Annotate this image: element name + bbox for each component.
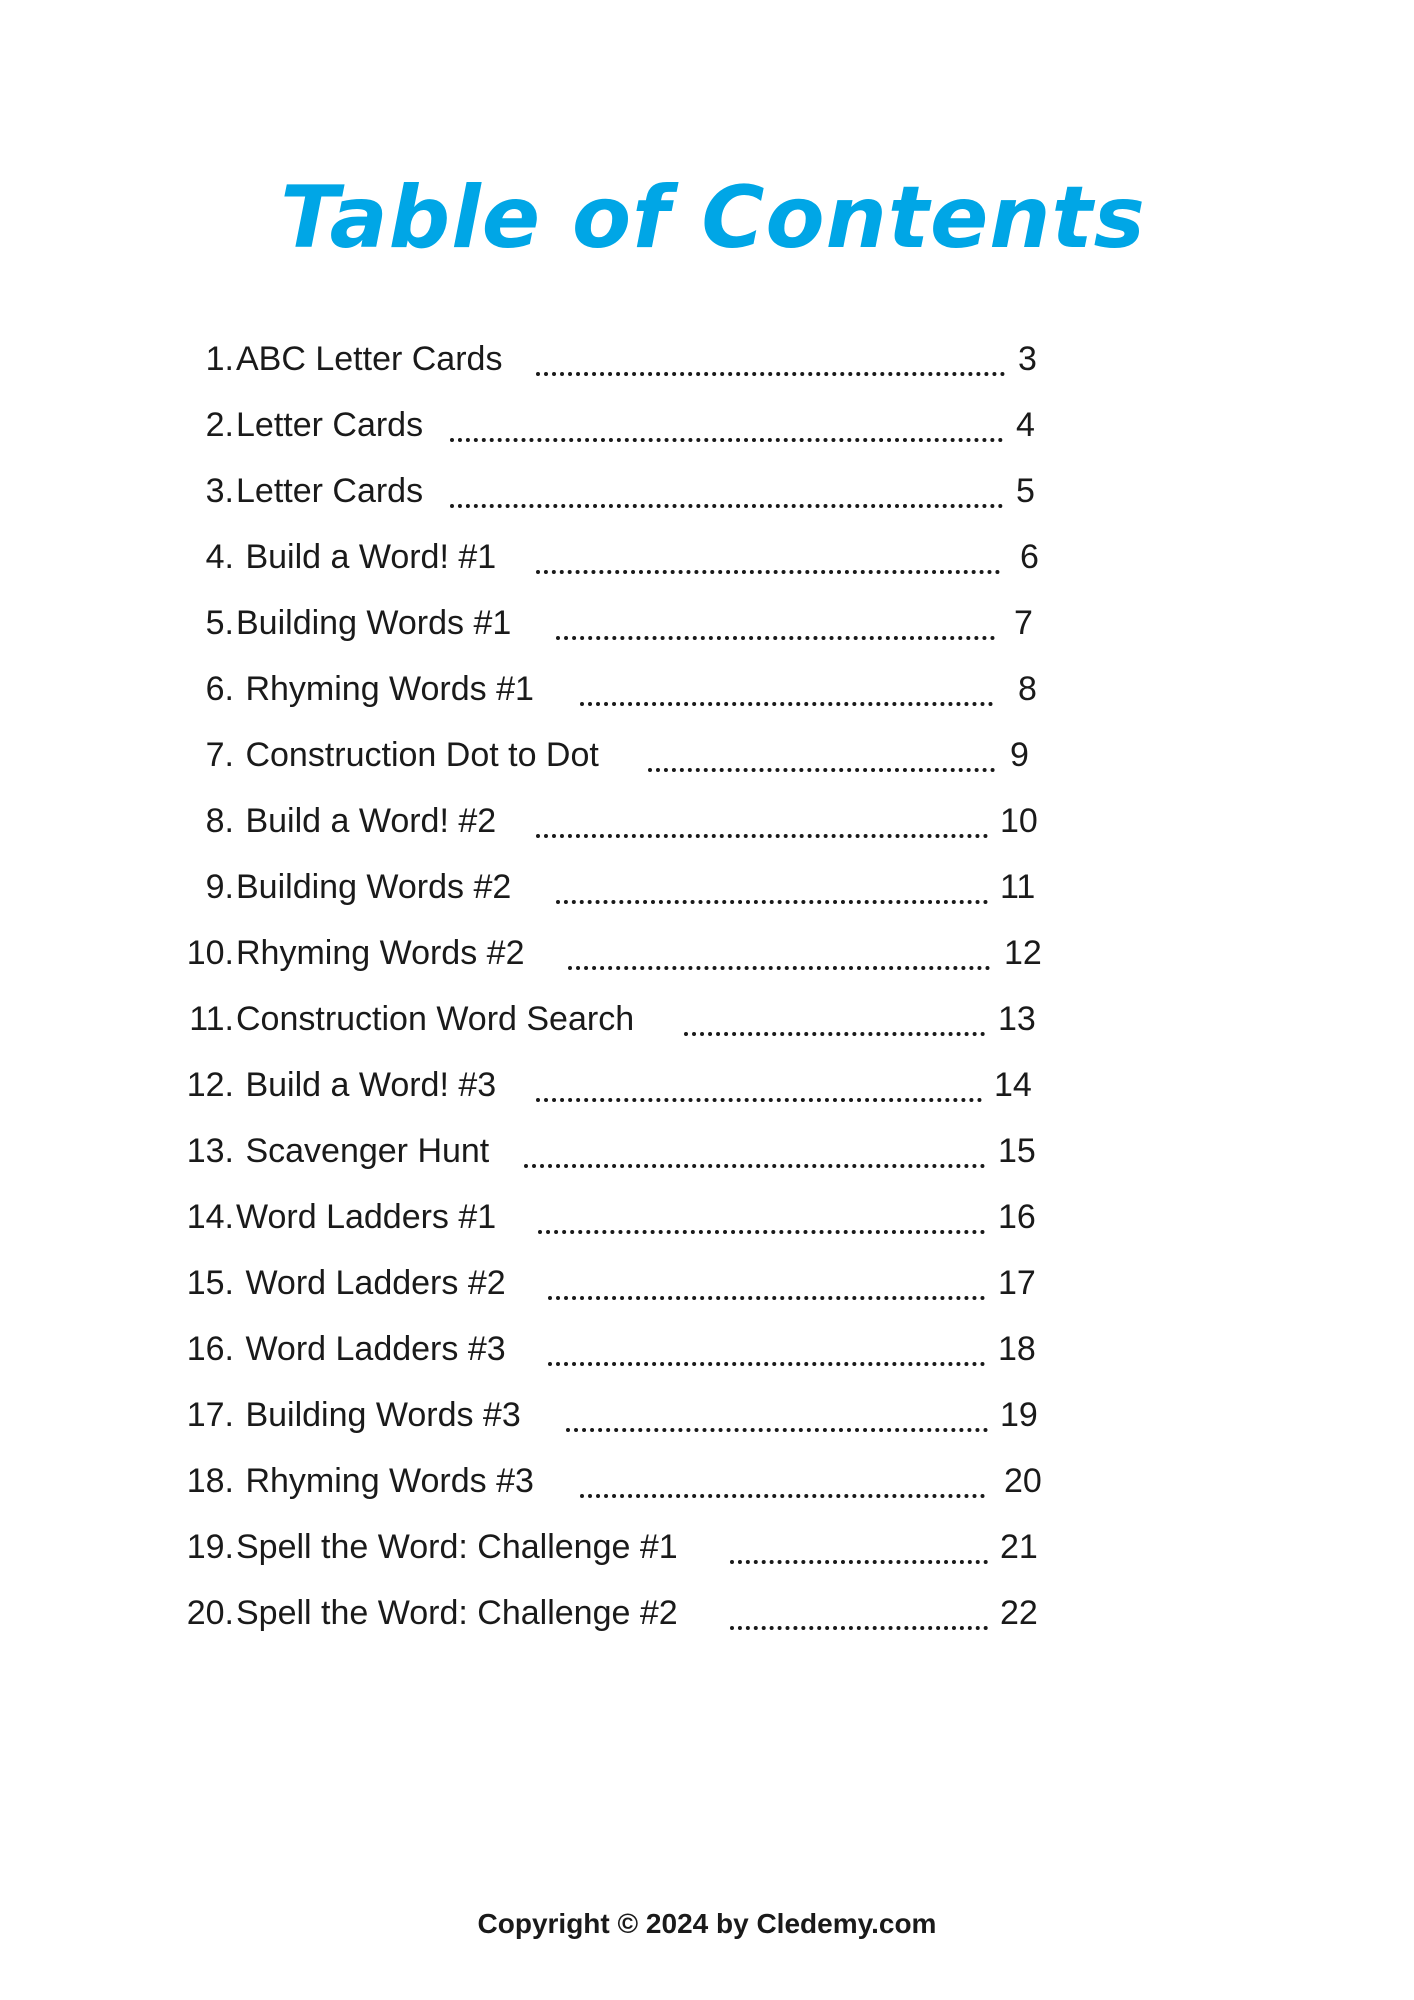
toc-entry-number: 1.: [205, 340, 234, 378]
toc-entry[interactable]: [0, 854, 1414, 920]
toc-entry-page: 15: [998, 1132, 1036, 1170]
toc-entry-page: 21: [1000, 1528, 1038, 1566]
toc-entry-title: ABC Letter Cards: [236, 340, 503, 378]
toc-entry-page: 18: [998, 1330, 1036, 1368]
toc-dot-leader: [536, 570, 1000, 574]
toc-entry[interactable]: [0, 1052, 1414, 1118]
toc-entry-title: Building Words #1: [236, 604, 512, 642]
toc-entry-page: 10: [1000, 802, 1038, 840]
toc-entry-page: 6: [1020, 538, 1039, 576]
toc-entry-title: Rhyming Words #1: [236, 670, 534, 708]
toc-dot-leader: [648, 768, 995, 772]
toc-entry[interactable]: [0, 656, 1414, 722]
toc-entry-number: 3.: [205, 472, 234, 510]
toc-dot-leader: [536, 1098, 982, 1102]
toc-entry-title: Word Ladders #2: [236, 1264, 506, 1302]
toc-dot-leader: [580, 1494, 985, 1498]
toc-dot-leader: [548, 1296, 985, 1300]
toc-entry-title: Rhyming Words #3: [236, 1462, 534, 1500]
toc-dot-leader: [524, 1164, 985, 1168]
toc-entry-page: 4: [1016, 406, 1035, 444]
toc-entry-title: Scavenger Hunt: [236, 1132, 490, 1170]
toc-dot-leader: [450, 504, 1003, 508]
toc-dot-leader: [566, 1428, 988, 1432]
toc-entry-number: 16.: [186, 1330, 234, 1368]
toc-entry-title: Letter Cards: [236, 472, 424, 510]
toc-dot-leader: [580, 702, 993, 706]
toc-entry[interactable]: [0, 392, 1414, 458]
page-title: Table of Contents: [280, 168, 1146, 268]
toc-entry-number: 8.: [205, 802, 234, 840]
toc-entry-title: Build a Word! #3: [236, 1066, 497, 1104]
toc-entry[interactable]: [0, 1250, 1414, 1316]
toc-entry-number: 14.: [186, 1198, 234, 1236]
toc-entry-title: Letter Cards: [236, 406, 424, 444]
toc-entry[interactable]: [0, 524, 1414, 590]
toc-entry-number: 10.: [186, 934, 234, 972]
toc-entry-page: 14: [994, 1066, 1032, 1104]
toc-dot-leader: [538, 1230, 985, 1234]
toc-entry-number: 13.: [186, 1132, 234, 1170]
toc-entry[interactable]: [0, 986, 1414, 1052]
toc-entry-title: Word Ladders #1: [236, 1198, 497, 1236]
toc-entry-title: Build a Word! #2: [236, 802, 497, 840]
toc-dot-leader: [556, 636, 995, 640]
toc-entry-page: 9: [1010, 736, 1029, 774]
toc-entry[interactable]: [0, 1448, 1414, 1514]
toc-entry[interactable]: [0, 722, 1414, 788]
toc-entry-page: 19: [1000, 1396, 1038, 1434]
toc-entry-number: 17.: [186, 1396, 234, 1434]
toc-entry-number: 5.: [205, 604, 234, 642]
copyright-footer: Copyright © 2024 by Cledemy.com: [477, 1908, 937, 1939]
toc-entry-number: 19.: [186, 1528, 234, 1566]
toc-entry[interactable]: [0, 1184, 1414, 1250]
toc-entry[interactable]: [0, 1316, 1414, 1382]
toc-entry-number: 12.: [186, 1066, 234, 1104]
toc-entry[interactable]: [0, 458, 1414, 524]
toc-entry-title: Construction Dot to Dot: [236, 736, 599, 774]
table-of-contents: [0, 326, 1414, 1646]
toc-entry-page: 12: [1004, 934, 1042, 972]
toc-dot-leader: [548, 1362, 985, 1366]
toc-entry-title: Spell the Word: Challenge #1: [236, 1528, 678, 1566]
toc-entry-title: Word Ladders #3: [236, 1330, 506, 1368]
toc-entry[interactable]: [0, 1514, 1414, 1580]
toc-dot-leader: [730, 1560, 988, 1564]
toc-entry-page: 20: [1004, 1462, 1042, 1500]
toc-entry-page: 17: [998, 1264, 1036, 1302]
toc-entry-page: 11: [1000, 868, 1036, 906]
toc-entry-title: Rhyming Words #2: [236, 934, 525, 972]
toc-entry-page: 8: [1018, 670, 1037, 708]
toc-entry-title: Spell the Word: Challenge #2: [236, 1594, 678, 1632]
toc-entry-page: 13: [998, 1000, 1036, 1038]
toc-dot-leader: [450, 438, 1003, 442]
toc-dot-leader: [568, 966, 990, 970]
toc-entry-number: 20.: [186, 1594, 234, 1632]
toc-entry-page: 16: [998, 1198, 1036, 1236]
toc-entry-number: 15.: [186, 1264, 234, 1302]
toc-entry-title: Building Words #3: [236, 1396, 521, 1434]
toc-entry[interactable]: [0, 1382, 1414, 1448]
toc-entry[interactable]: [0, 590, 1414, 656]
toc-entry-title: Construction Word Search: [236, 1000, 635, 1038]
toc-entry-title: Building Words #2: [236, 868, 512, 906]
toc-entry-page: 5: [1016, 472, 1035, 510]
toc-entry-page: 7: [1014, 604, 1033, 642]
toc-entry-number: 7.: [205, 736, 234, 774]
toc-entry[interactable]: [0, 920, 1414, 986]
toc-dot-leader: [556, 900, 988, 904]
toc-entry-page: 22: [1000, 1594, 1038, 1632]
toc-dot-leader: [536, 834, 988, 838]
toc-entry-number: 9.: [205, 868, 234, 906]
toc-entry-number: 11.: [189, 1000, 234, 1038]
toc-dot-leader: [730, 1626, 988, 1630]
toc-entry[interactable]: [0, 788, 1414, 854]
toc-entry-number: 18.: [186, 1462, 234, 1500]
toc-entry-number: 4.: [205, 538, 234, 576]
toc-entry[interactable]: [0, 1580, 1414, 1646]
toc-dot-leader: [536, 372, 1005, 376]
toc-entry[interactable]: [0, 326, 1414, 392]
toc-entry[interactable]: [0, 1118, 1414, 1184]
toc-entry-number: 6.: [205, 670, 234, 708]
toc-entry-page: 3: [1018, 340, 1037, 378]
toc-dot-leader: [684, 1032, 985, 1036]
toc-entry-title: Build a Word! #1: [236, 538, 497, 576]
toc-entry-number: 2.: [205, 406, 234, 444]
